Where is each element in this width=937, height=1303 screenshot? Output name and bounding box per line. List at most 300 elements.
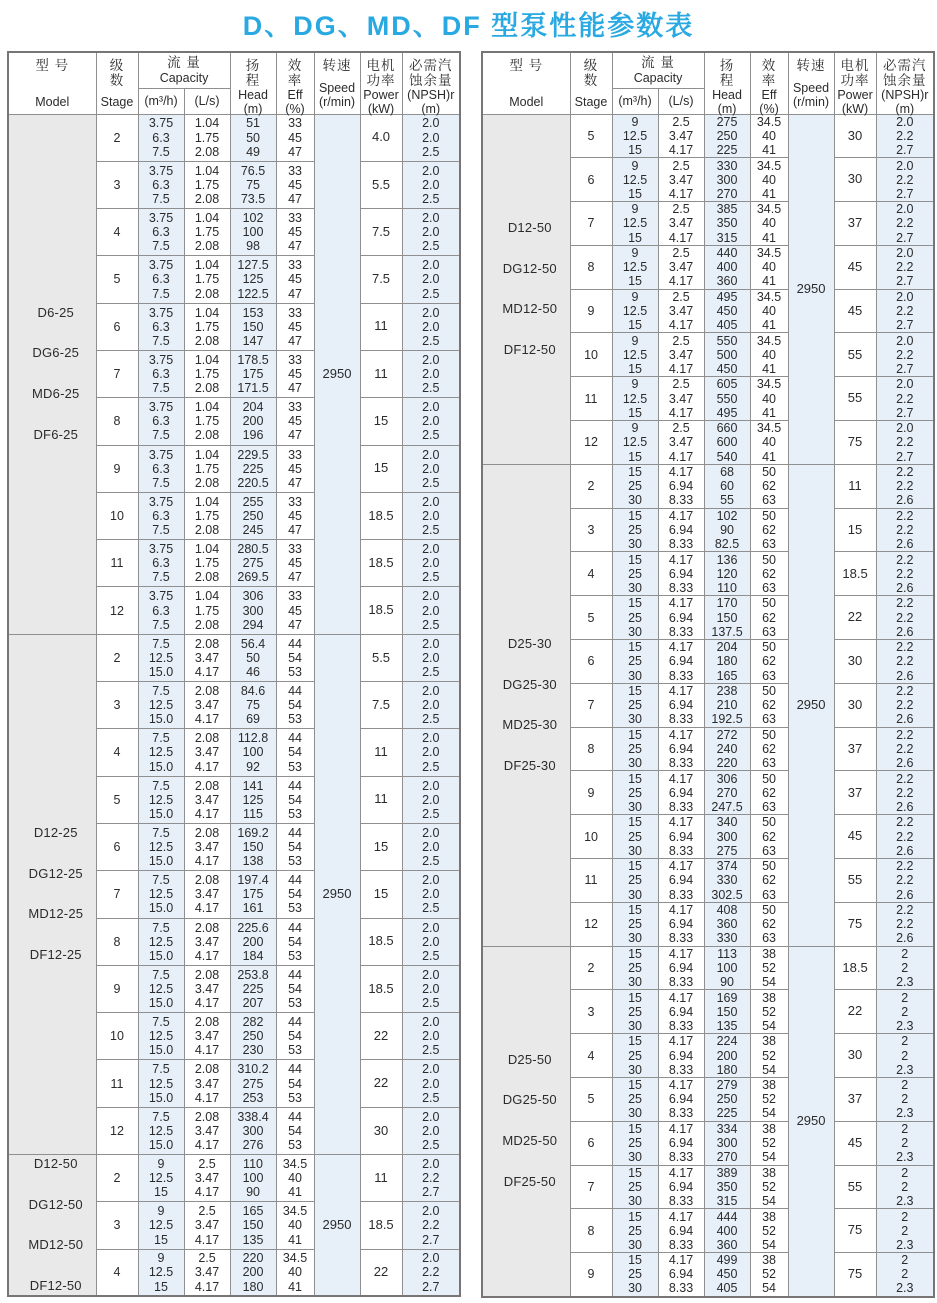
value-line: 15 — [628, 903, 642, 918]
value-line: 25 — [628, 785, 642, 800]
value-line: 必需汽 — [409, 57, 453, 73]
power-cell — [834, 859, 876, 903]
stage-value: 3 — [587, 1004, 595, 1019]
value-line: 3.75 — [148, 258, 174, 273]
value-line: 2.6 — [896, 624, 914, 639]
npsh-cell — [876, 990, 934, 1034]
value-line: 41 — [288, 1232, 302, 1247]
power-value: 18.5 — [368, 1217, 394, 1233]
value-line: 495 — [716, 405, 738, 420]
eff-cell — [750, 859, 788, 903]
header-cn — [403, 58, 460, 89]
value-line: 63 — [762, 493, 776, 508]
value-line: 45 — [288, 319, 302, 334]
value-line: 46 — [246, 664, 260, 679]
value-line: 电机 — [366, 57, 396, 73]
capacity-m3h-cell — [612, 1034, 658, 1078]
stage-value: 4 — [587, 1048, 595, 1063]
value-line: 30 — [628, 843, 642, 858]
value-line: 45 — [288, 603, 302, 618]
power-value: 18.5 — [368, 554, 394, 570]
value-line: 360 — [716, 917, 738, 932]
value-line: 38 — [762, 1209, 776, 1224]
stage-cell — [96, 634, 138, 681]
page — [0, 4, 937, 1298]
value-line: 49 — [246, 144, 260, 159]
value-line: 30 — [628, 1106, 642, 1121]
header-en — [877, 88, 934, 116]
capacity-ls-cell — [184, 350, 230, 397]
value-line: 54 — [288, 698, 302, 713]
value-line: 275 — [716, 114, 738, 129]
value-line: 400 — [716, 260, 738, 275]
value-line: 2.0 — [422, 967, 440, 982]
power-cell — [360, 1202, 402, 1249]
capacity-m3h-cell — [138, 682, 184, 729]
capacity-ls-cell — [184, 1155, 230, 1202]
value-line: 6.94 — [668, 698, 694, 713]
value-line: 63 — [762, 756, 776, 771]
value-line: 302.5 — [711, 887, 743, 902]
head-cell — [704, 552, 750, 596]
header-speed — [314, 52, 360, 114]
value-line: 51 — [246, 116, 260, 131]
npsh-cell — [402, 871, 460, 918]
value-line: 2.2 — [896, 552, 914, 567]
value-line: 2.0 — [422, 1251, 440, 1266]
npsh-cell — [402, 1249, 460, 1296]
value-line: 62 — [762, 741, 776, 756]
header-power — [360, 52, 402, 117]
value-line: 8.33 — [668, 799, 694, 814]
value-line: 44 — [288, 684, 302, 699]
head-cell — [230, 729, 276, 776]
power-cell — [834, 683, 876, 727]
value-line: 9 — [157, 1204, 165, 1219]
value-line: 33 — [288, 163, 302, 178]
value-line: 180 — [716, 654, 738, 669]
value-line: 1.75 — [194, 225, 220, 240]
value-line: 2.7 — [896, 318, 914, 333]
value-line: 12.5 — [622, 216, 648, 231]
value-line: 9 — [631, 202, 639, 217]
value-line: 63 — [762, 624, 776, 639]
value-line: 1.75 — [194, 319, 220, 334]
value-line: 2 — [901, 1092, 909, 1107]
value-line: 7.5 — [152, 1015, 170, 1030]
power-value: 45 — [847, 828, 863, 844]
value-line: 450 — [716, 304, 738, 319]
header-text — [789, 55, 834, 112]
stage-value: 6 — [113, 840, 121, 855]
value-line: 125 — [242, 792, 264, 807]
value-line: 8.33 — [668, 1106, 694, 1121]
value-line: 50 — [762, 859, 776, 874]
value-line: 1.04 — [194, 258, 220, 273]
stage-cell — [96, 1249, 138, 1296]
value-line: 52 — [762, 1267, 776, 1282]
value-line: 54 — [288, 650, 302, 665]
capacity-ls-cell — [658, 377, 704, 421]
head-cell — [230, 350, 276, 397]
value-line: 2.2 — [896, 903, 914, 918]
stage-value: 6 — [587, 654, 595, 669]
eff-cell — [750, 552, 788, 596]
stage-value: 6 — [587, 1136, 595, 1151]
stage-cell — [96, 871, 138, 918]
power-cell — [834, 464, 876, 508]
value-line: 90 — [246, 1185, 260, 1200]
eff-cell — [276, 776, 314, 823]
value-line: 2.7 — [896, 186, 914, 201]
value-line: 38 — [762, 1253, 776, 1268]
eff-cell — [276, 965, 314, 1012]
value-line: 3.47 — [194, 1123, 220, 1138]
model-cell — [482, 114, 570, 464]
speed-value: 2950 — [796, 696, 826, 712]
eff-cell — [276, 823, 314, 870]
stage-cell — [570, 158, 612, 202]
value-line: 15 — [628, 1122, 642, 1137]
value-line: 12.5 — [148, 650, 174, 665]
value-line: 2.6 — [896, 668, 914, 683]
value-line: 2.5 — [422, 570, 440, 585]
power-value: 30 — [847, 171, 863, 187]
power-cell — [834, 946, 876, 990]
power-value: 55 — [847, 346, 863, 362]
value-line: 15 — [628, 1078, 642, 1093]
value-line: 275 — [716, 843, 738, 858]
power-cell — [360, 918, 402, 965]
npsh-cell — [876, 771, 934, 815]
power-value: 11 — [374, 791, 388, 807]
npsh-cell — [402, 587, 460, 634]
value-line: 流 量 — [641, 55, 675, 71]
value-line: 2.2 — [896, 785, 914, 800]
head-cell — [230, 161, 276, 208]
header-cn — [277, 58, 314, 89]
value-line: 229.5 — [237, 447, 269, 462]
value-line: 63 — [762, 843, 776, 858]
value-line: 2.6 — [896, 843, 914, 858]
value-line: 41 — [762, 230, 776, 245]
value-line: 53 — [288, 712, 302, 727]
value-line: 47 — [288, 239, 302, 254]
power-value: 18.5 — [842, 959, 868, 975]
value-line: 38 — [762, 1122, 776, 1137]
value-line: 40 — [762, 216, 776, 231]
value-line: (kW) — [841, 102, 869, 117]
model-name: DF12-50 — [29, 1277, 82, 1293]
value-line: 3.75 — [148, 542, 174, 557]
power-cell — [834, 158, 876, 202]
table-body — [8, 114, 460, 1296]
stage-cell — [96, 1202, 138, 1249]
value-line: 12.5 — [622, 172, 648, 187]
value-line: 功率 — [366, 73, 396, 88]
capacity-m3h-cell — [612, 1078, 658, 1122]
value-line: 330 — [716, 931, 738, 946]
value-line: 2.5 — [422, 1090, 440, 1105]
capacity-m3h-cell — [612, 245, 658, 289]
speed-value: 2950 — [322, 365, 352, 381]
header-text — [835, 55, 876, 117]
model-name: MD12-50 — [502, 301, 558, 317]
value-line: 2 — [901, 1253, 909, 1268]
value-line: 150 — [242, 840, 264, 855]
value-line: 141 — [242, 778, 264, 793]
value-line: 2.0 — [422, 1029, 440, 1044]
value-line: 180 — [242, 1279, 264, 1294]
npsh-cell — [402, 1107, 460, 1154]
value-line: 15 — [628, 1034, 642, 1049]
head-cell — [230, 1249, 276, 1296]
value-line: 50 — [762, 815, 776, 830]
stage-value: 10 — [584, 347, 598, 362]
value-line: 2.0 — [422, 650, 440, 665]
power-cell — [834, 990, 876, 1034]
npsh-cell — [876, 1165, 934, 1209]
stage-value: 9 — [587, 1267, 595, 1282]
value-line: 25 — [628, 829, 642, 844]
stage-cell — [570, 1034, 612, 1078]
value-line: 2.0 — [422, 400, 440, 415]
value-line: 2.0 — [422, 887, 440, 902]
value-line: 4.17 — [668, 318, 694, 333]
value-line: 4.17 — [668, 405, 694, 420]
power-cell — [834, 202, 876, 246]
head-cell — [230, 776, 276, 823]
eff-cell — [750, 245, 788, 289]
value-line: 150 — [242, 1218, 264, 1233]
npsh-cell — [876, 464, 934, 508]
value-line: 15.0 — [148, 948, 174, 963]
head-cell — [230, 1013, 276, 1060]
value-line: 53 — [288, 806, 302, 821]
capacity-m3h-cell — [612, 1209, 658, 1253]
capacity-m3h-cell — [138, 871, 184, 918]
npsh-cell — [876, 596, 934, 640]
header-model — [482, 52, 570, 114]
model-name: DG12-50 — [502, 260, 557, 276]
value-line: 68 — [720, 465, 734, 480]
value-line: 15.0 — [148, 854, 174, 869]
stage-value: 9 — [113, 981, 121, 996]
value-line: 流 量 — [167, 55, 201, 71]
value-line: 2 — [901, 1165, 909, 1180]
header-en — [751, 88, 788, 116]
capacity-ls-cell — [658, 1209, 704, 1253]
value-line: 2.0 — [422, 414, 440, 429]
value-line: 41 — [762, 274, 776, 289]
value-line: 2.5 — [422, 664, 440, 679]
stage-value: 11 — [110, 1076, 124, 1091]
value-line: 120 — [716, 566, 738, 581]
capacity-m3h-cell — [612, 1121, 658, 1165]
value-line: 210 — [716, 698, 738, 713]
value-line: 4.17 — [668, 640, 694, 655]
value-line: 25 — [628, 917, 642, 932]
value-line: 25 — [628, 654, 642, 669]
head-cell — [230, 871, 276, 918]
power-cell — [834, 640, 876, 684]
model-name: DF12-50 — [503, 341, 556, 357]
npsh-cell — [402, 540, 460, 587]
value-line: 33 — [288, 494, 302, 509]
speed-cell — [788, 114, 834, 464]
capacity-ls-cell — [658, 1121, 704, 1165]
value-line: 250 — [716, 1092, 738, 1107]
value-line: 25 — [628, 1179, 642, 1194]
value-line: 69 — [246, 712, 260, 727]
value-line: 600 — [716, 435, 738, 450]
head-cell — [704, 333, 750, 377]
value-line: 2.5 — [422, 854, 440, 869]
header-text — [9, 55, 96, 112]
header-text — [315, 55, 360, 112]
power-cell — [834, 1078, 876, 1122]
value-line: 47 — [288, 144, 302, 159]
value-line: 4.17 — [668, 508, 694, 523]
capacity-m3h-cell — [138, 587, 184, 634]
stage-cell — [96, 114, 138, 161]
stage-cell — [570, 859, 612, 903]
model-name: DG12-25 — [28, 865, 83, 881]
capacity-m3h-cell — [612, 815, 658, 859]
value-line: 62 — [762, 873, 776, 888]
value-line: 2.5 — [672, 202, 690, 217]
value-line: 2.5 — [422, 996, 440, 1011]
model-name: DF12-25 — [29, 947, 82, 963]
value-line: 300 — [242, 1123, 264, 1138]
power-cell — [360, 350, 402, 397]
npsh-cell — [876, 245, 934, 289]
value-line: 7.5 — [152, 684, 170, 699]
value-line: 2.08 — [194, 523, 220, 538]
value-line: 2.0 — [422, 163, 440, 178]
value-line: 2.0 — [422, 225, 440, 240]
eff-cell — [750, 1121, 788, 1165]
value-line: 334 — [716, 1122, 738, 1137]
model-cell — [8, 1155, 96, 1297]
value-line: 47 — [288, 333, 302, 348]
value-line: 150 — [716, 610, 738, 625]
value-line: 2.2 — [896, 654, 914, 669]
head-cell — [704, 946, 750, 990]
stage-cell — [96, 540, 138, 587]
value-line: 136 — [716, 552, 738, 567]
value-line: 15 — [628, 815, 642, 830]
value-line: 7.5 — [152, 428, 170, 443]
value-line: 30 — [628, 799, 642, 814]
stage-value: 6 — [587, 172, 595, 187]
value-line: 4.17 — [194, 1279, 220, 1294]
value-line: 2.0 — [422, 1123, 440, 1138]
header-unit: (m³/h) — [618, 93, 652, 108]
capacity-m3h-cell — [138, 1202, 184, 1249]
power-cell — [834, 508, 876, 552]
value-line: 45 — [288, 414, 302, 429]
eff-cell — [276, 1202, 314, 1249]
stage-value: 5 — [587, 128, 595, 143]
stage-value: 7 — [587, 1179, 595, 1194]
value-line: 2 — [901, 960, 909, 975]
value-line: 360 — [716, 1237, 738, 1252]
value-line: 230 — [242, 1043, 264, 1058]
value-line: 2.7 — [896, 230, 914, 245]
value-line: 1.04 — [194, 163, 220, 178]
value-line: 200 — [716, 1048, 738, 1063]
eff-cell — [750, 640, 788, 684]
value-line: 4.17 — [194, 1185, 220, 1200]
value-line: 2 — [901, 1004, 909, 1019]
model-list — [9, 306, 96, 443]
value-line: 204 — [242, 400, 264, 415]
model-name: DG25-50 — [502, 1092, 557, 1108]
value-line: 400 — [716, 1223, 738, 1238]
value-line: 2.7 — [422, 1279, 440, 1294]
model-name: DG6-25 — [32, 345, 80, 361]
value-line: 2.0 — [896, 246, 914, 261]
value-line: 2.2 — [896, 435, 914, 450]
value-line: (r/min) — [792, 94, 830, 109]
value-line: 33 — [288, 258, 302, 273]
capacity-ls-cell — [658, 815, 704, 859]
value-line: 3.47 — [194, 934, 220, 949]
stage-value: 8 — [113, 934, 121, 949]
npsh-cell — [876, 1034, 934, 1078]
value-line: 38 — [762, 1034, 776, 1049]
value-line: 100 — [242, 745, 264, 760]
npsh-cell — [402, 823, 460, 870]
value-line: 33 — [288, 447, 302, 462]
head-cell — [230, 540, 276, 587]
value-line: 4.17 — [668, 361, 694, 376]
head-cell — [704, 114, 750, 158]
table-row — [482, 114, 934, 158]
value-line: Power — [363, 88, 399, 103]
stage-cell — [96, 445, 138, 492]
value-line: 41 — [762, 186, 776, 201]
capacity-m3h-cell — [138, 1107, 184, 1154]
eff-cell — [750, 421, 788, 465]
head-cell — [704, 1121, 750, 1165]
value-line: 6.94 — [668, 1223, 694, 1238]
value-line: 2.5 — [422, 617, 440, 632]
value-line: 3.47 — [194, 981, 220, 996]
value-line: 2.3 — [896, 1106, 914, 1121]
value-line: 47 — [288, 286, 302, 301]
value-line: 3.47 — [194, 1171, 220, 1186]
value-line: 44 — [288, 967, 302, 982]
eff-cell — [750, 596, 788, 640]
power-value: 18.5 — [368, 507, 394, 523]
value-line: 62 — [762, 829, 776, 844]
power-value: 22 — [847, 1003, 863, 1019]
value-line: 1.75 — [194, 603, 220, 618]
value-line: 125 — [242, 272, 264, 287]
eff-cell — [276, 209, 314, 256]
stage-cell — [96, 398, 138, 445]
eff-cell — [750, 1165, 788, 1209]
value-line: 300 — [716, 829, 738, 844]
value-line: 4.17 — [668, 1253, 694, 1268]
stage-value: 12 — [584, 917, 598, 932]
capacity-ls-cell — [658, 640, 704, 684]
value-line: 4.17 — [194, 1137, 220, 1152]
value-line: 38 — [762, 1078, 776, 1093]
stage-cell — [96, 776, 138, 823]
